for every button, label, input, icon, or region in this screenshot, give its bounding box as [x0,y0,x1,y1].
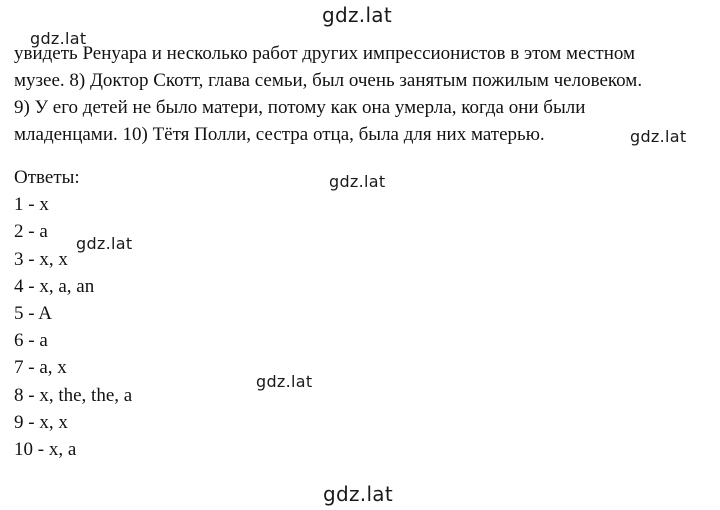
paragraph-line: увидеть Ренуара и несколько работ других импрессионистов в этом местном [14,43,636,64]
answers-heading: Ответы: [14,167,80,188]
answer-item: 8 - x, the, the, a [14,384,133,406]
answer-item: 7 - a, x [14,357,67,379]
translation-paragraph [14,40,714,148]
watermark-middle-answers: gdz.lat [329,172,386,191]
answer-item: 4 - x, a, an [14,275,95,297]
watermark-right-paragraph: gdz.lat [630,127,687,146]
answer-item: 2 - a [14,221,48,243]
answers-list [14,164,132,463]
paragraph-line: 9) У его детей не было матери, потому как она умерла, когда они были [14,97,586,118]
answer-item: 1 - x [14,194,49,216]
answer-item: 5 - A [14,303,52,325]
watermark-left-upper: gdz.lat [30,29,87,48]
watermark-lower-answers: gdz.lat [256,372,313,391]
paragraph-line: музее. 8) Доктор Скотт, глава семьи, был очень занятым пожилым человеком. [14,70,643,91]
watermark-top: gdz.lat [322,3,393,27]
answer-item: 10 - x, a [14,439,77,461]
answer-item: 3 - x, x [14,248,68,270]
answer-item: 6 - a [14,330,48,352]
watermark-bottom: gdz.lat [323,482,394,506]
paragraph-line: младенцами. 10) Тётя Полли, сестра отца, была для них матерью. [14,124,545,145]
answer-item: 9 - x, x [14,411,68,433]
watermark-left-answers: gdz.lat [76,234,133,253]
